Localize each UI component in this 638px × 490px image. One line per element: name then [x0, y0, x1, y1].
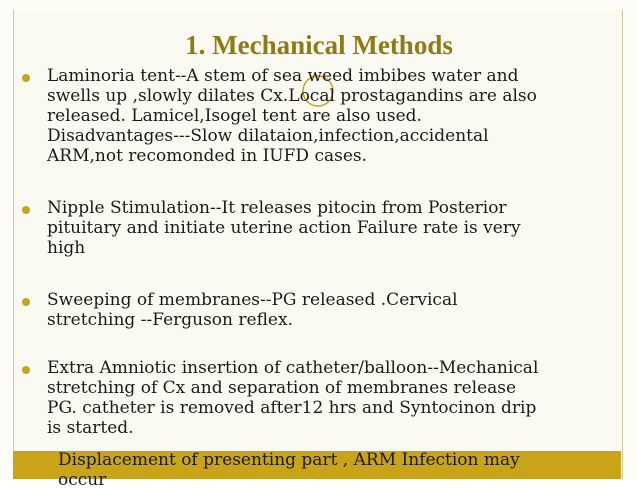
bullet-dot-icon: [22, 366, 30, 374]
bullet-item: [22, 198, 612, 258]
footer-text: Displacement of presenting part , ARM Infection may occur: [58, 450, 520, 490]
bullet-text: Laminoria tent--A stem of sea weed imbibes water and swells up ,slowly dilates Cx.Local prostagandins are also released. Lamicel,Isogel tent are also used. Disadvantages---Slow dilataion,infection,accidental ARM,not recomonded in IUFD cases.: [47, 66, 537, 166]
bullet-dot-icon: [22, 206, 30, 214]
bullet-text: Nipple Stimulation--It releases pitocin from Posterior pituitary and initiate uterine action Failure rate is very high: [47, 198, 521, 258]
bullet-text: Sweeping of membranes--PG released .Cervical stretching --Ferguson reflex.: [47, 290, 458, 330]
bullet-item: [22, 290, 612, 330]
bullet-dot-icon: [22, 298, 30, 306]
bullet-text: Extra Amniotic insertion of catheter/balloon--Mechanical stretching of Cx and separation of membranes release PG. catheter is removed after12 hrs and Syntocinon drip is started.: [47, 358, 539, 438]
bullet-dot-icon: [22, 74, 30, 82]
bullet-item: [22, 66, 612, 166]
bullet-item: [22, 358, 612, 438]
slide-title: 1. Mechanical Methods: [185, 30, 453, 60]
